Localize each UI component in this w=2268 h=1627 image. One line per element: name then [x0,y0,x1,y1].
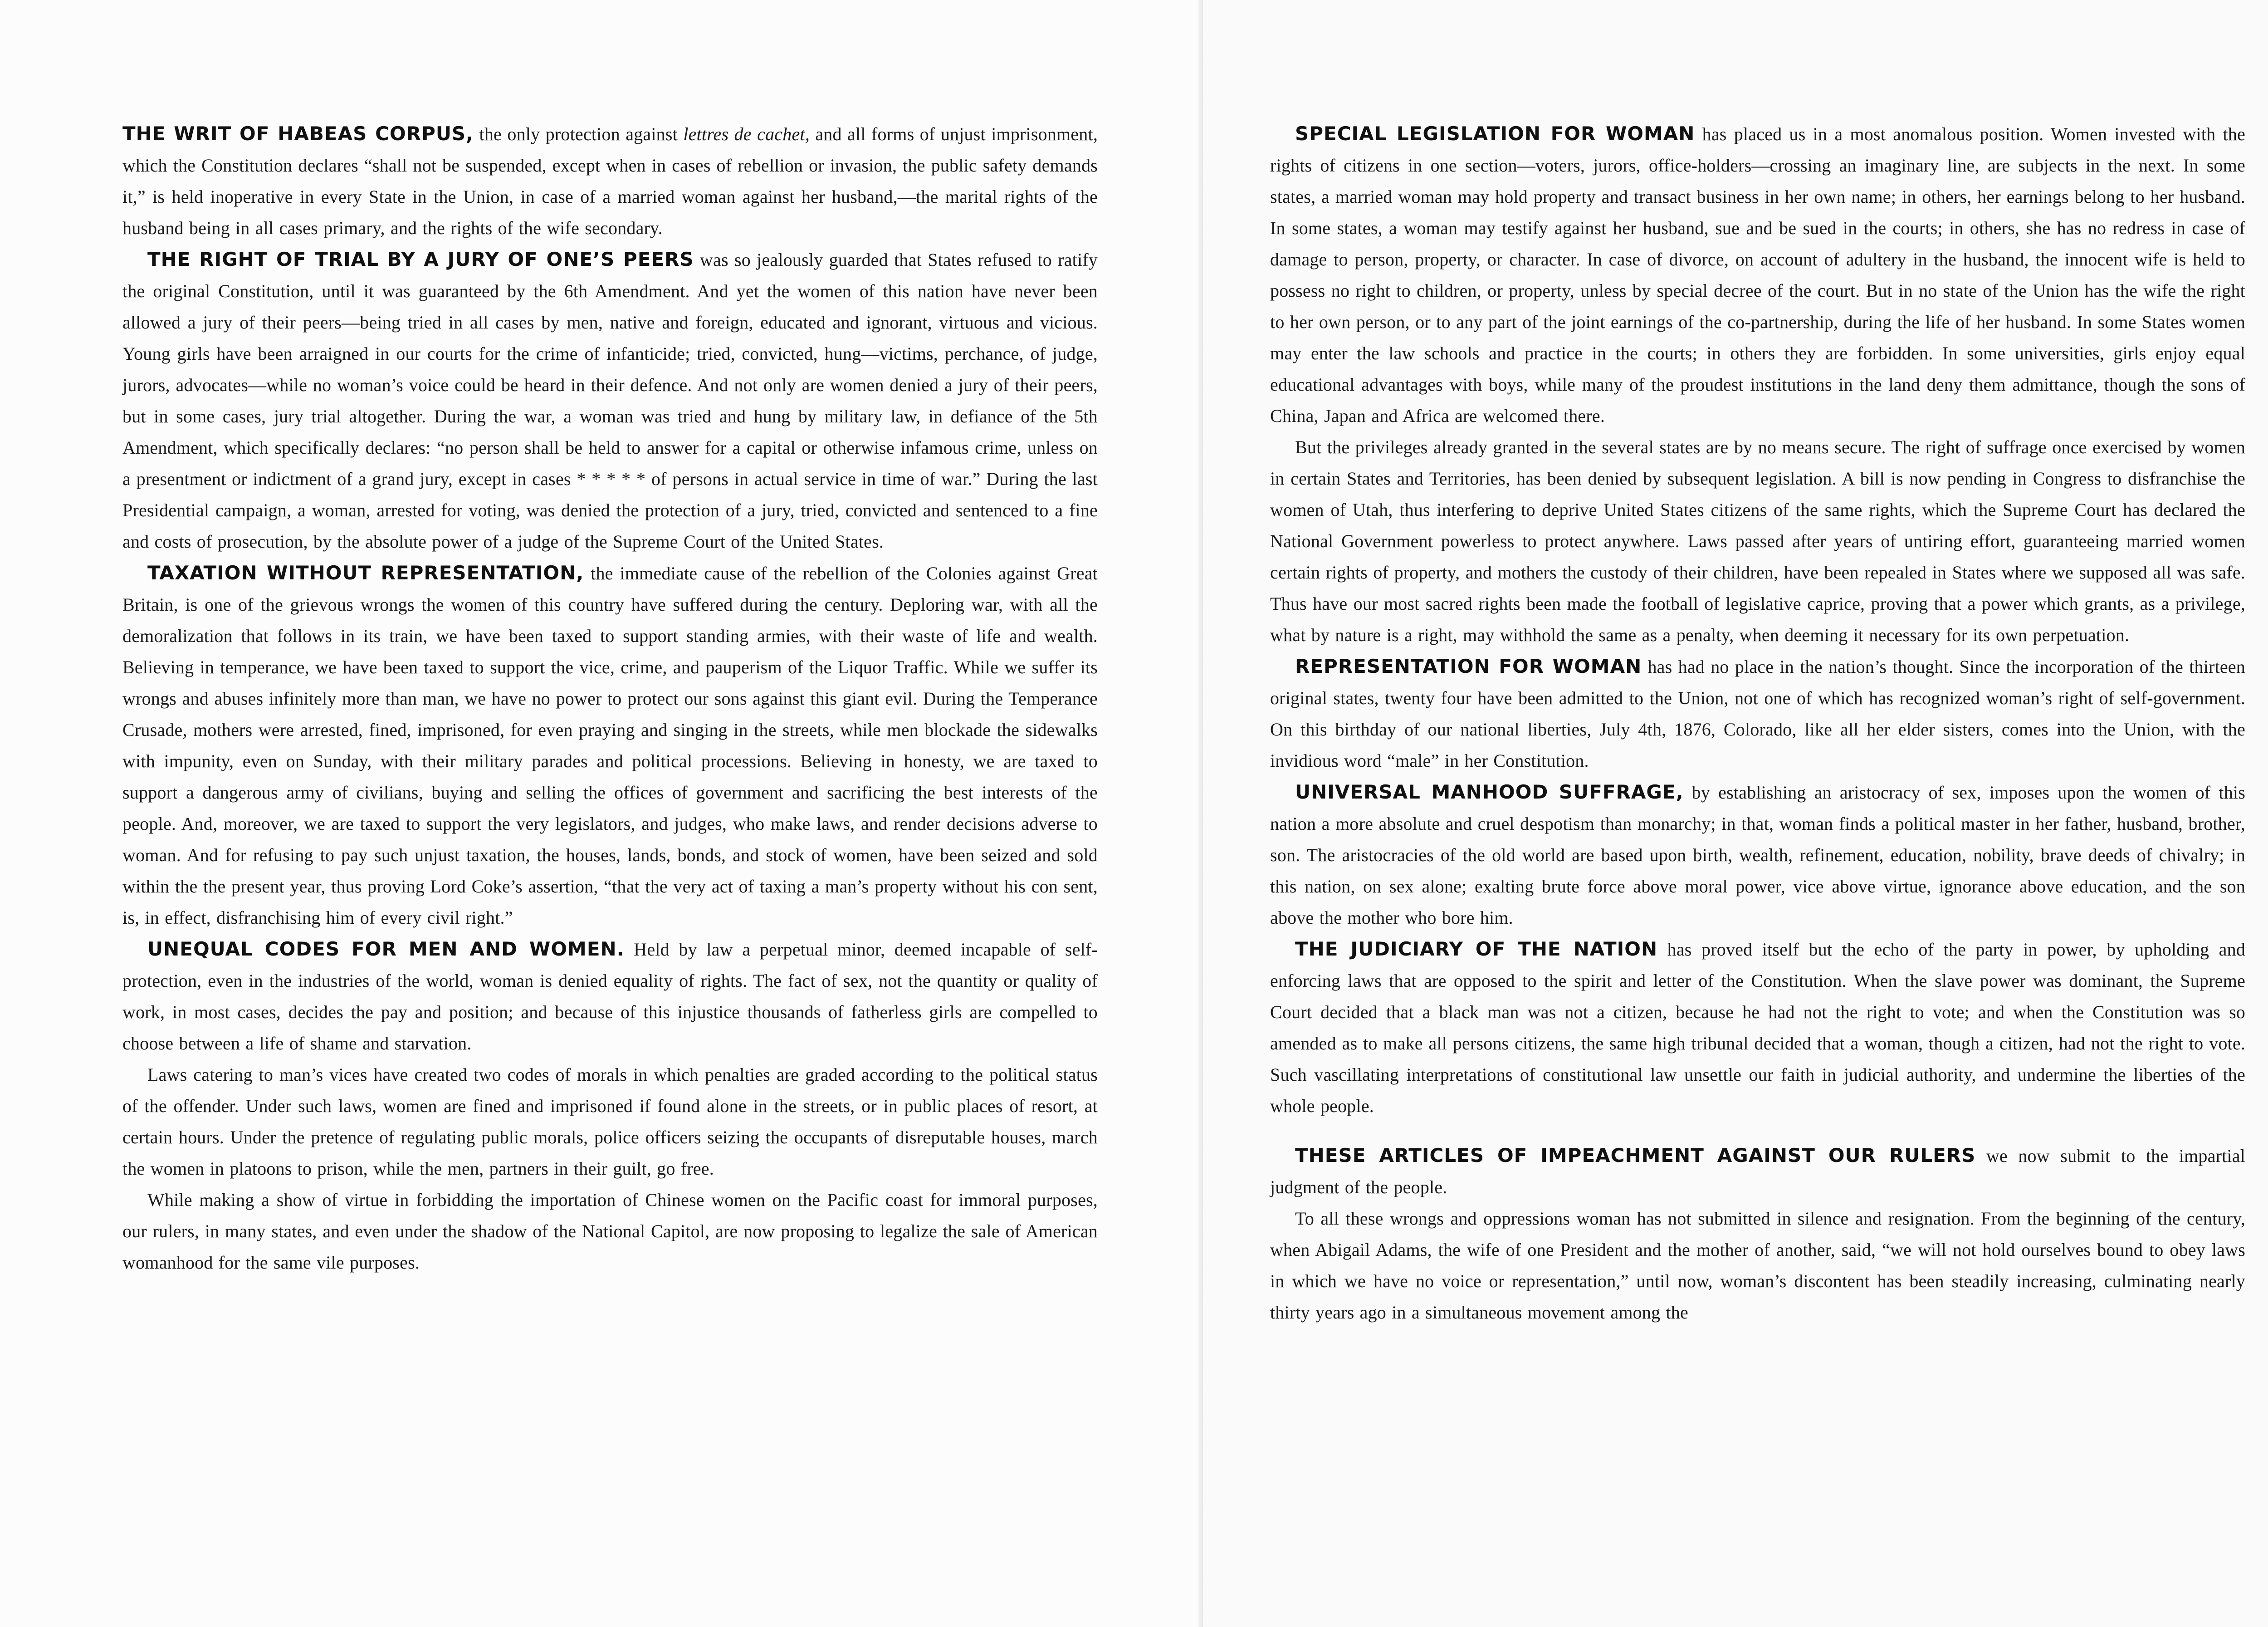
section-spacer [1270,1122,2245,1140]
jury-trial-text: was so jealously guarded that States refused to ratify the original Constitution, until it was guaranteed by the 6th Amendment. And yet the women of this nation have never been allowed a jury of their peers—being tried in all cases by men, native and foreign, educated and ignorant, virtuous and vicious. Young girls have been arraigned in our courts for the crime of infanticide; tried, convicted, hung—victims, perchance, of judge, jurors, advocates—while no woman’s voice could be heard in their defence. And not only are women denied a jury of their peers, but in some cases, jury trial altogether. During the war, a woman was tried and hung by military law, in defiance of the 5th Amendment, which specifically declares: “no person shall be held to answer for a capital or otherwise infamous crime, unless on a presentment or indictment of a grand jury, except in cases * * * * * of persons in actual service in time of war.” During the last Presidential campaign, a woman, arrested for voting, was denied the protection of a jury, tried, convicted and sentenced to a fine and costs of prosecution, by the absolute power of a judge of the Supreme Court of the United States. [122,250,1098,552]
judiciary-text: has proved itself but the echo of the party in power, by upholding and enforcing laws that are opposed to the spirit and letter of the Constitution. When the slave power was dominant, the Supreme Court decided that a black man was not a citizen, because he had not the right to vote; and when the Constitution was so amended as to make all persons citizens, the same high tribunal decided that a woman, though a citizen, had not the right to vote. Such vascillating interpretations of constitutional law unsettle our faith in judicial authority, and undermine the liberties of the whole people. [1270,939,2245,1116]
left-column [122,118,1098,1278]
jury-trial-paragraph [122,244,1098,557]
chinese-women-paragraph: While making a show of virtue in forbidding the importation of Chinese women on the Pacific coast for immoral purposes, our rulers, in many states, and even under the shadow of the National Capitol, are now proposing to legalize the sale of American womanhood for the same vile purposes. [122,1190,1098,1273]
unequal-codes-heading: UNEQUAL CODES FOR MEN AND WOMEN. [147,938,625,960]
manhood-suffrage-text: by establishing an aristocracy of sex, imposes upon the women of this nation a more absolute and cruel despotism than monarchy; in that, woman finds a political master in her father, husband, brother, son. The aristocracies of the old world are based upon birth, wealth, refinement, education, nobility, brave deeds of chivalry; in this nation, on sex alone; exalting brute force above moral power, vice above virtue, ignorance above education, and the son above the mother who bore him. [1270,782,2245,928]
impeachment-paragraph [1270,1140,2245,1203]
privileges-paragraph: But the privileges already granted in the several states are by no means secure. The right of suffrage once exercised by women in certain States and Territories, has been denied by subsequent legislation. A bill is now pending in Congress to disfranchise the women of Utah, thus interfering to deprive United States citizens of the same rights, which the Supreme Court has declared the National Government powerless to protect anywhere. Laws passed after years of untiring effort, guaranteeing married women certain rights of property, and mothers the custody of their children, have been repealed in States where we supposed all was safe. Thus have our most sacred rights been made the football of legislative caprice, proving that a power which grants, as a privilege, what by nature is a right, may withhold the same as a penalty, when deeming it necessary for its own perpetuation. [1270,437,2245,645]
habeas-corpus-paragraph [122,118,1098,244]
impeachment-text: we now submit to the impartial judgment of the people. [1270,1146,2245,1197]
special-legislation-heading: SPECIAL LEGISLATION FOR WOMAN [1295,123,1695,145]
wrongs-paragraph: To all these wrongs and oppressions woman has not submitted in silence and resignation. From the beginning of the century, when Abigail Adams, the wife of one President and the mother of another, said, “we will not hold ourselves bound to obey laws in which we have no voice or representation,” until now, woman’s discontent has been steadily increasing, culminating nearly thirty years ago in a simultaneous movement among the [1270,1208,2245,1323]
taxation-paragraph [122,557,1098,933]
habeas-corpus-italic: lettres de cachet, [683,124,810,144]
taxation-heading: TAXATION WITHOUT REPRESENTATION, [147,562,584,584]
representation-heading: REPRESENTATION FOR WOMAN [1295,655,1642,677]
habeas-corpus-text-before: the only protection against [474,124,684,144]
manhood-suffrage-heading: UNIVERSAL MANHOOD SUFFRAGE, [1295,781,1684,803]
special-legislation-text: has placed us in a most anomalous position. Women invested with the rights of citizens in one section—voters, jurors, office-holders—crossing an imaginary line, are subjects in the next. In some states, a married woman may hold property and transact business in her own name; in others, her earnings belong to her husband. In some states, a woman may testify against her husband, sue and be sued in the courts; in others, she has no redress in case of damage to person, property, or character. In case of divorce, on account of adultery in the husband, the innocent wife is held to possess no right to children, or property, unless by special decree of the court. But in no state of the Union has the wife the right to her own person, or to any part of the joint earnings of the co-partnership, during the life of her husband. In some States women may enter the law schools and practice in the courts; in others they are forbidden. In some universities, girls enjoy equal educational advantages with boys, while many of the proudest institutions in the land deny them admittance, though the sons of China, Japan and Africa are welcomed there. [1270,124,2245,426]
moral-codes-paragraph: Laws catering to man’s vices have created two codes of morals in which penalties are graded according to the political status of the offender. Under such laws, women are fined and imprisoned if found alone in the streets, or in public places of resort, at certain hours. Under the pretence of regulating public morals, police officers seizing the occupants of disreputable houses, march the women in platoons to prison, while the men, partners in their guilt, go free. [122,1064,1098,1179]
jury-trial-heading: THE RIGHT OF TRIAL BY A JURY OF ONE’S PEERS [147,248,694,270]
representation-paragraph [1270,651,2245,776]
unequal-codes-paragraph [122,933,1098,1059]
manhood-suffrage-paragraph [1270,776,2245,933]
unequal-codes-text: Held by law a perpetual minor, deemed incapable of self-protection, even in the industries of the world, woman is denied equality of rights. The fact of sex, not the quantity or quality of work, in most cases, decides the pay and position; and because of this injustice thousands of fatherless girls are compelled to choose between a life of shame and starvation. [122,939,1098,1054]
taxation-text: the immediate cause of the rebellion of the Colonies against Great Britain, is one of the grievous wrongs the women of this country have suffered during the century. Deploring war, with all the demoralization that follows in its train, we have been taxed to support standing armies, with their waste of life and wealth. Believing in temperance, we have been taxed to support the vice, crime, and pauperism of the Liquor Traffic. While we suffer its wrongs and abuses infinitely more than man, we have no power to protect our sons against this giant evil. During the Temperance Crusade, mothers were arrested, fined, imprisoned, for even praying and singing in the streets, while men blockade the sidewalks with impunity, even on Sunday, with their military parades and political processions. Believing in honesty, we are taxed to support a dangerous army of civilians, buying and selling the offices of government and sacrificing the best interests of the people. And, moreover, we are taxed to support the very legislators, and judges, who make laws, and render decisions adverse to woman. And for refusing to pay such unjust taxation, the houses, lands, bonds, and stock of women, have been seized and sold within the the present year, thus proving Lord Coke’s assertion, “that the very act of taxing a man’s property without his con sent, is, in effect, disfranchising him of every civil right.” [122,563,1098,928]
special-legislation-paragraph [1270,118,2245,431]
right-column [1270,118,2245,1328]
habeas-corpus-heading: THE WRIT OF HABEAS CORPUS, [122,123,474,145]
impeachment-heading: THESE ARTICLES OF IMPEACHMENT AGAINST OUR RULERS [1295,1144,1976,1166]
representation-text: has had no place in the nation’s thought. Since the incorporation of the thirteen original states, twenty four have been admitted to the Union, not one of which has recognized woman’s right of self-government. On this birthday of our national liberties, July 4th, 1876, Colorado, like all her elder sisters, comes into the Union, with the invidious word “male” in her Constitution. [1270,657,2245,771]
judiciary-paragraph [1270,933,2245,1122]
judiciary-heading: THE JUDICIARY OF THE NATION [1295,938,1658,960]
habeas-corpus-text-after: and all forms of unjust imprisonment, which the Constitution declares “shall not be suspended, except when in cases of rebellion or invasion, the public safety demands it,” is held inoperative in every State in the Union, in case of a married woman against her husband,—the marital rights of the husband being in all cases primary, and the rights of the wife secondary. [122,124,1098,238]
